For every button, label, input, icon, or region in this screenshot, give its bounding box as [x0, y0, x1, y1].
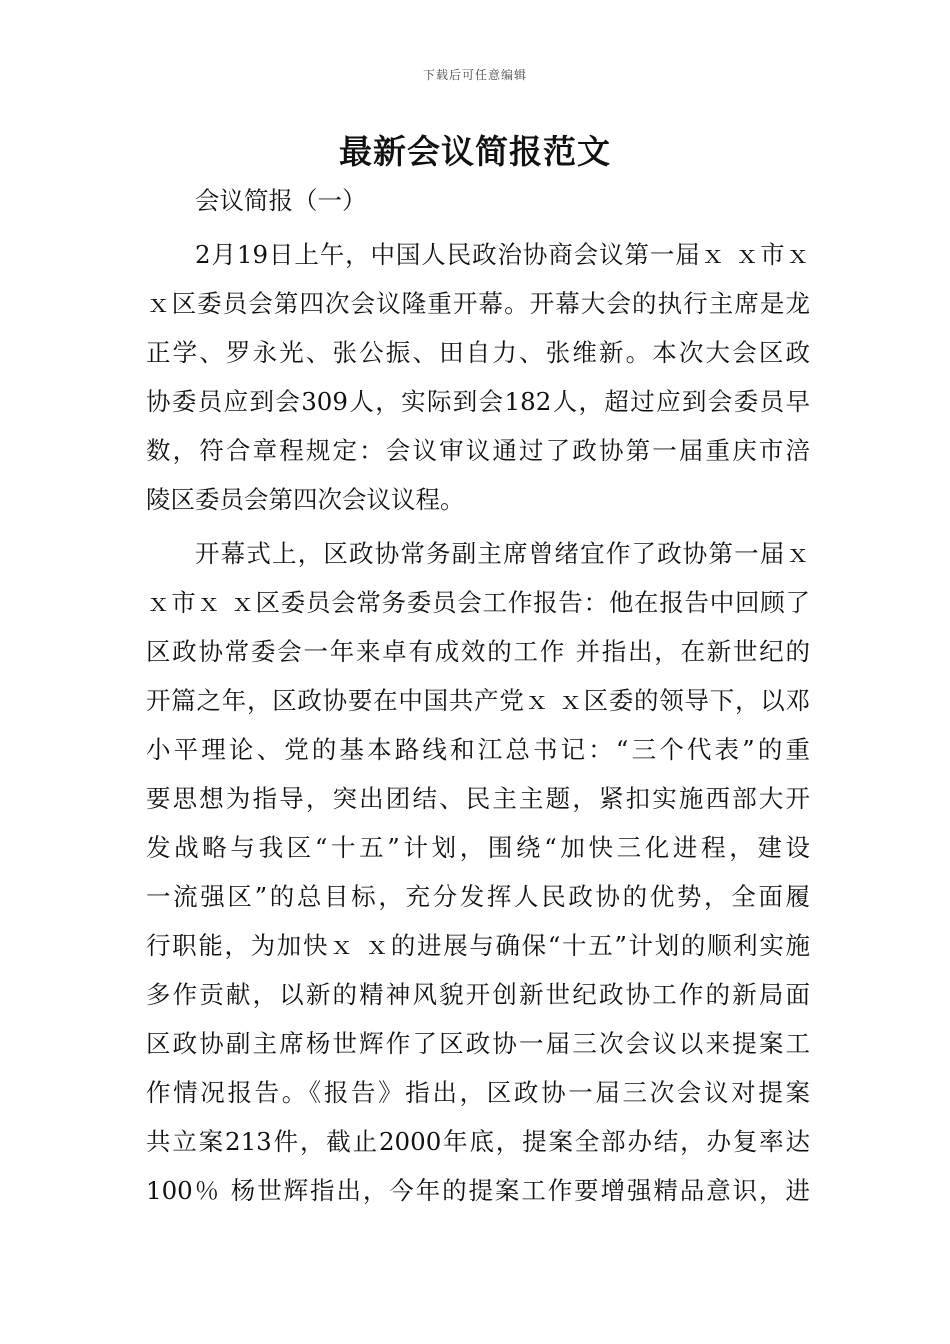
paragraph-line: ｘ市ｘ ｘ区委员会常务委员会工作报告：他在报告中回顾了 — [146, 588, 810, 617]
paragraph-line: 小平理论、党的基本路线和江总书记：“三个代表”的重 — [146, 735, 810, 764]
paragraph-line: 协委员应到会309人，实际到会182人，超过应到会委员早 — [146, 387, 810, 416]
paragraph-line: 区政协副主席杨世辉作了区政协一届三次会议以来提案工 — [146, 1029, 810, 1058]
paragraph-line: 开幕式上，区政协常务副主席曾绪宜作了政协第一届ｘ — [195, 539, 810, 568]
paragraph-line: 发战略与我区“十五”计划，围绕“加快三化进程，建设 — [146, 833, 810, 862]
paragraph-line: 共立案213件，截止2000年底，提案全部办结，办复率达 — [146, 1127, 810, 1156]
paragraph-line: 多作贡献，以新的精神风貌开创新世纪政协工作的新局面 — [146, 980, 810, 1009]
paragraph-line: 正学、罗永光、张公振、田自力、张维新。本次大会区政 — [146, 338, 810, 367]
header-note: 下载后可任意编辑 — [422, 68, 527, 82]
paragraph-2 — [146, 529, 810, 1215]
document-body — [146, 176, 810, 1215]
paragraph-line: 要思想为指导，突出团结、民主主题，紧扣实施西部大开 — [146, 784, 810, 813]
paragraph-line: 2月19日上午，中国人民政治协商会议第一届ｘ ｘ市ｘ — [195, 240, 810, 269]
paragraph-line: 一流强区”的总目标，充分发挥人民政协的优势，全面履 — [146, 882, 810, 911]
paragraph-line: 陵区委员会第四次会议议程。 — [146, 485, 465, 514]
paragraph-line: 100％ 杨世辉指出，今年的提案工作要增强精品意识，进 — [146, 1176, 810, 1205]
paragraph-line: 开篇之年，区政协要在中国共产党ｘ ｘ区委的领导下，以邓 — [146, 686, 810, 715]
section-heading: 会议简报（一） — [195, 186, 367, 215]
paragraph-line: 作情况报告。《报告》指出，区政协一届三次会议对提案 — [146, 1078, 810, 1107]
paragraph-line: 区政协常委会一年来卓有成效的工作 并指出，在新世纪的 — [146, 637, 810, 666]
paragraph-line: ｘ区委员会第四次会议隆重开幕。开幕大会的执行主席是龙 — [146, 289, 810, 318]
paragraph-1 — [146, 230, 810, 524]
document-title: 最新会议简报范文 — [339, 132, 611, 171]
paragraph-line: 数，符合章程规定：会议审议通过了政协第一届重庆市涪 — [146, 436, 810, 465]
paragraph-line: 行职能，为加快ｘ ｘ的进展与确保“十五”计划的顺利实施 — [146, 931, 810, 960]
